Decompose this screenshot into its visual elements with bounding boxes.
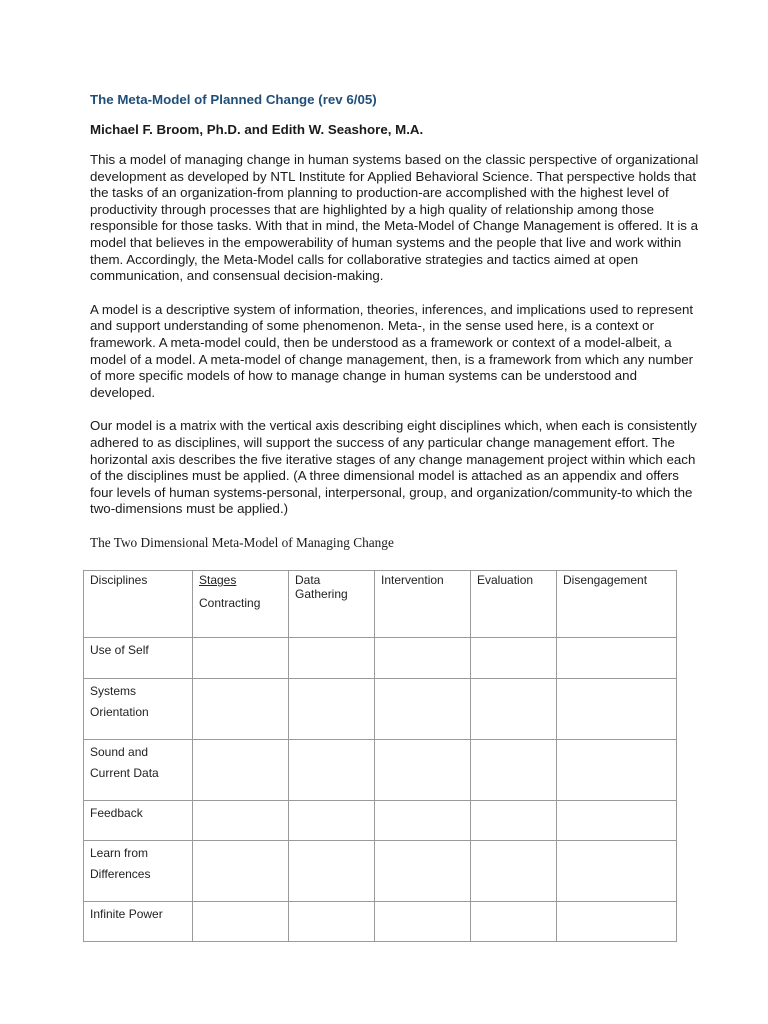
cell bbox=[471, 679, 557, 740]
paragraph: Our model is a matrix with the vertical axis describing eight disciplines which, when each is consistently adhered to as disciplines, will support the success of any particular change management effort. The horizontal axis describes the five iterative stages of any change management project within which each of the disciplines must be applied. (A three dimensional model is attached as an appendix and offers four levels of human systems-personal, interpersonal, group, and organization/community-to which the two-dimensions must be applied.) bbox=[90, 418, 697, 517]
cell bbox=[375, 902, 471, 942]
document-body bbox=[90, 92, 700, 567]
meta-model-matrix bbox=[83, 570, 677, 942]
table-row bbox=[84, 679, 677, 740]
cell bbox=[471, 740, 557, 801]
row-discipline: Feedback bbox=[84, 801, 193, 841]
document-title: The Meta-Model of Planned Change (rev 6/05) bbox=[90, 92, 377, 107]
header-stages bbox=[193, 571, 289, 638]
cell bbox=[289, 801, 375, 841]
table-row bbox=[84, 801, 677, 841]
header-data-gathering: Data Gathering bbox=[289, 571, 375, 638]
cell bbox=[193, 841, 289, 902]
cell bbox=[471, 902, 557, 942]
cell bbox=[375, 638, 471, 679]
cell bbox=[193, 679, 289, 740]
cell bbox=[557, 679, 677, 740]
row-discipline: Sound and Current Data bbox=[84, 740, 193, 801]
cell bbox=[557, 841, 677, 902]
header-disciplines: Disciplines bbox=[84, 571, 193, 638]
table-row bbox=[84, 902, 677, 942]
document-authors: Michael F. Broom, Ph.D. and Edith W. Seashore, M.A. bbox=[90, 122, 424, 137]
cell bbox=[557, 740, 677, 801]
cell bbox=[193, 801, 289, 841]
row-discipline: Use of Self bbox=[84, 638, 193, 679]
row-discipline: Systems Orientation bbox=[84, 679, 193, 740]
paragraph: This a model of managing change in human systems based on the classic perspective of organizational development as developed by NTL Institute for Applied Behavioral Science. That perspective holds that the tasks of an organization-from planning to production-are accomplished with the highest level of productivity through processes that are highlighted by a high quality of relationship among those responsible for those tasks. With that in mind, the Meta-Model of Change Management is offered. It is a model that believes in the empowerability of human systems and the people that live and work within them. Accordingly, the Meta-Model calls for collaborative strategies and tactics aimed at open communication, and consensual decision-making. bbox=[90, 152, 699, 284]
table-row bbox=[84, 638, 677, 679]
cell bbox=[193, 902, 289, 942]
cell bbox=[193, 638, 289, 679]
row-discipline: Learn from Differences bbox=[84, 841, 193, 902]
cell bbox=[375, 679, 471, 740]
cell bbox=[375, 801, 471, 841]
header-disengagement: Disengagement bbox=[557, 571, 677, 638]
cell bbox=[557, 902, 677, 942]
cell bbox=[289, 638, 375, 679]
header-evaluation: Evaluation bbox=[471, 571, 557, 638]
row-discipline: Infinite Power bbox=[84, 902, 193, 942]
table-caption: The Two Dimensional Meta-Model of Managing Change bbox=[90, 534, 394, 550]
stages-label: Stages bbox=[199, 573, 237, 587]
table-row bbox=[84, 841, 677, 902]
cell bbox=[375, 841, 471, 902]
header-intervention: Intervention bbox=[375, 571, 471, 638]
paragraph: A model is a descriptive system of information, theories, inferences, and implications used to represent and support understanding of some phenomenon. Meta-, in the sense used here, is a context or framework. A meta-model could, then be understood as a framework or context of a model-albeit, a model of a model. A meta-model of change management, then, is a framework from which any number of more specific models of how to manage change in human systems can be understood and developed. bbox=[90, 301, 694, 400]
cell bbox=[289, 902, 375, 942]
cell bbox=[193, 740, 289, 801]
cell bbox=[471, 841, 557, 902]
cell bbox=[471, 638, 557, 679]
table-header-row bbox=[84, 571, 677, 638]
cell bbox=[289, 841, 375, 902]
cell bbox=[289, 679, 375, 740]
table-row bbox=[84, 740, 677, 801]
header-contracting: Contracting bbox=[199, 596, 261, 610]
cell bbox=[289, 740, 375, 801]
cell bbox=[557, 638, 677, 679]
cell bbox=[557, 801, 677, 841]
cell bbox=[471, 801, 557, 841]
cell bbox=[375, 740, 471, 801]
